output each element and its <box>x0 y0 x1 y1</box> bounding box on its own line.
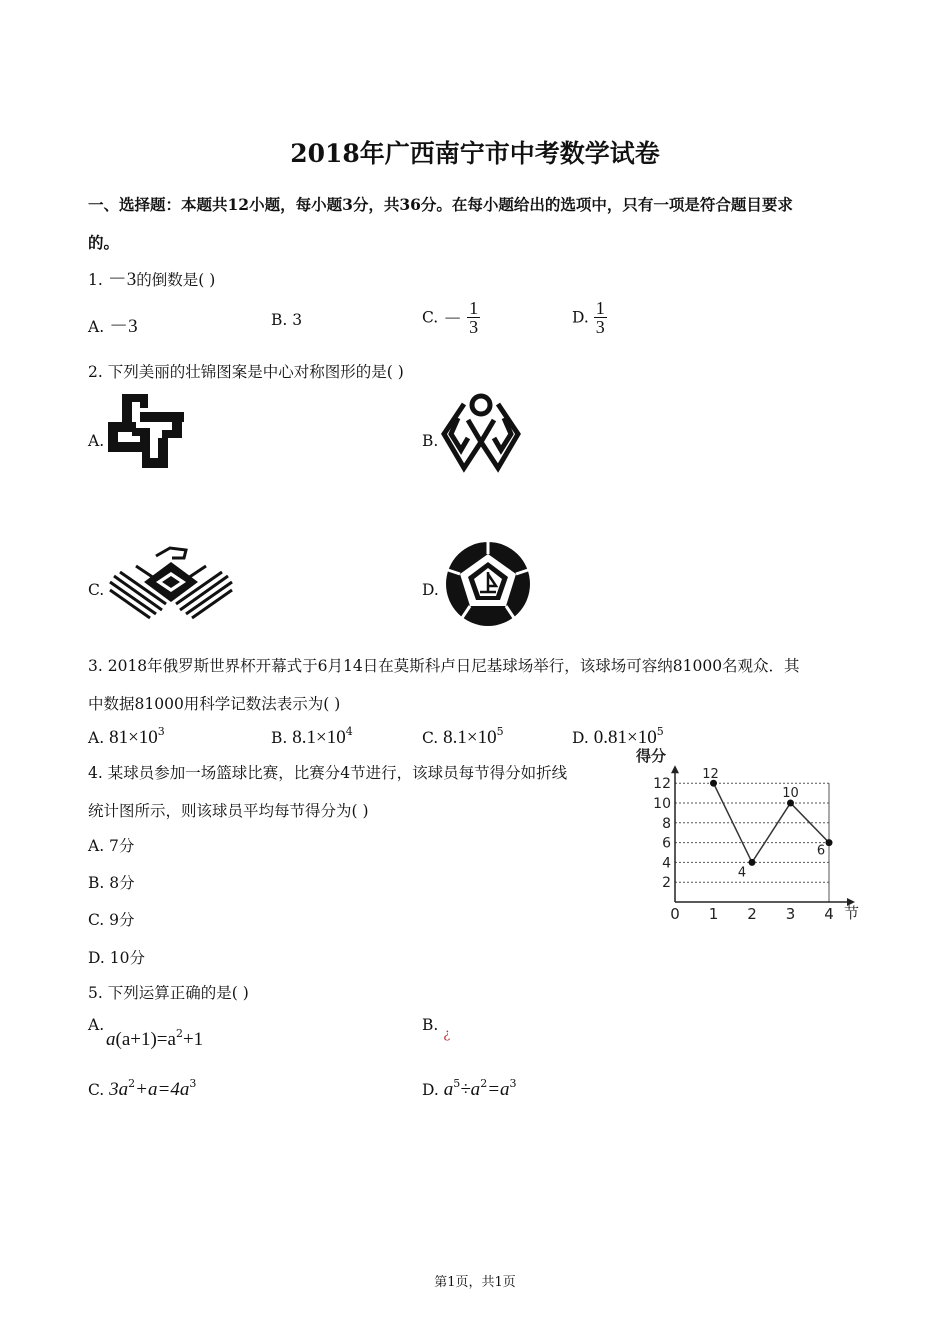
data-label: 12 <box>702 767 719 783</box>
option-label: A. <box>88 729 105 747</box>
swastika-pattern-icon <box>106 392 186 472</box>
q1-option-d <box>572 299 607 336</box>
q4-option-a: A. 7分 <box>88 837 135 855</box>
q2-option-c-label: C. <box>88 581 105 599</box>
y-tick-label: 6 <box>662 835 671 852</box>
x-tick-label: 1 <box>708 905 719 923</box>
q5-option-a-expr <box>106 1027 203 1051</box>
q3-option-b <box>271 725 353 749</box>
q1-option-c <box>422 299 480 336</box>
x-tick-label: 0 <box>670 905 680 923</box>
fraction: $\frac{1}{3}$ <box>595 298 605 337</box>
option-value: ¿ <box>443 1027 451 1042</box>
data-point <box>826 839 833 846</box>
q3-option-a <box>88 725 165 749</box>
x-tick-label: 3 <box>785 905 796 923</box>
exponent: 4 <box>345 725 353 738</box>
q3-option-c <box>422 725 504 749</box>
y-axis-arrow <box>671 765 679 773</box>
q1-text: 的倒数是( ) <box>136 271 216 289</box>
exponent: 2 <box>175 1027 183 1040</box>
y-tick-label: 8 <box>662 815 671 832</box>
q4-option-c: C. 9分 <box>88 911 135 929</box>
q4-option-d: D. 10分 <box>88 949 145 967</box>
q3-stem-line2: 中数据81000用科学记数法表示为( ) <box>88 695 341 713</box>
q5-stem: 5. 下列运算正确的是( ) <box>88 984 249 1002</box>
option-value: 81×10 <box>109 727 158 748</box>
option-label: B. <box>271 311 288 329</box>
x-axis-label: 节 <box>844 904 860 922</box>
exponent: 5 <box>496 725 504 738</box>
q1-number: 1. <box>88 271 103 289</box>
expr-part: =a <box>487 1079 510 1100</box>
option-label: C. <box>422 308 439 327</box>
exponent: 2 <box>128 1077 136 1090</box>
chart-ticks <box>653 776 834 923</box>
q2-option-a-label: A. <box>88 432 105 450</box>
diamond-figure-pattern-icon <box>440 390 522 474</box>
y-tick-label: 4 <box>662 855 671 872</box>
q3-stem-line1: 3. 2018年俄罗斯世界杯开幕式于6月14日在莫斯科卢日尼基球场举行，该球场可容纳81000名观众．其 <box>88 657 800 675</box>
line-chart <box>630 742 870 927</box>
y-axis-label: 得分 <box>636 747 667 765</box>
pentagon-ball-pattern-icon <box>444 540 532 628</box>
q1-option-b <box>271 311 302 329</box>
expr-part: a <box>106 1029 116 1050</box>
bird-weave-pattern-icon <box>106 540 236 624</box>
option-value: 3 <box>292 311 303 329</box>
q1-option-a <box>88 311 138 338</box>
option-label: C. <box>88 1081 105 1099</box>
y-tick-label: 10 <box>653 796 671 812</box>
option-label: D. <box>572 729 589 747</box>
page-footer: 第1页，共1页 <box>434 1275 516 1290</box>
section-heading-line1: 一、选择题：本题共12小题，每小题3分，共36分。在每小题给出的选项中，只有一项是符合题目要求 <box>88 195 793 214</box>
section-heading-line2: 的。 <box>88 233 120 252</box>
q5-option-b <box>422 1016 451 1042</box>
expr-part: +a=4a <box>135 1079 190 1100</box>
chart-axes <box>671 765 855 906</box>
option-label: D. <box>572 308 589 327</box>
x-tick-label: 4 <box>824 905 834 923</box>
expr-part: (a+1)=a <box>115 1029 176 1050</box>
option-value: 8.1×10 <box>292 727 346 748</box>
option-label: B. <box>422 1016 439 1034</box>
y-tick-label: 12 <box>653 776 671 793</box>
option-value: －3 <box>109 316 138 337</box>
option-value: 0.81×10 <box>593 727 657 748</box>
y-tick-label: 2 <box>662 875 671 892</box>
expr-part: +1 <box>182 1029 204 1050</box>
data-label: 10 <box>782 786 799 801</box>
q1-stem <box>88 264 215 291</box>
option-sign: － <box>443 309 463 330</box>
data-point <box>749 859 756 866</box>
q1-expr: －3 <box>107 269 137 290</box>
exponent: 3 <box>189 1077 197 1090</box>
exponent: 3 <box>509 1077 517 1090</box>
exponent: 5 <box>656 725 664 738</box>
q4-stem-line2: 统计图所示，则该球员平均每节得分为( ) <box>88 802 369 820</box>
chart-grid <box>675 783 829 902</box>
q5-option-d <box>422 1077 517 1101</box>
q5-option-c <box>88 1077 196 1101</box>
option-label: A. <box>88 318 105 336</box>
exponent: 3 <box>157 725 165 738</box>
option-label: B. <box>271 729 288 747</box>
q4-option-b: B. 8分 <box>88 874 135 892</box>
exponent: 2 <box>480 1077 488 1090</box>
chart-series <box>702 767 832 880</box>
q2-option-d-label: D. <box>422 581 439 599</box>
option-label: C. <box>422 729 439 747</box>
q5-option-a-label: A. <box>88 1016 105 1034</box>
data-label: 4 <box>737 865 747 881</box>
x-tick-label: 2 <box>747 905 757 923</box>
expr-part: ÷a <box>460 1079 481 1100</box>
exponent: 5 <box>453 1077 461 1090</box>
option-label: D. <box>422 1081 439 1099</box>
q2-stem: 2. 下列美丽的壮锦图案是中心对称图形的是( ) <box>88 363 404 381</box>
fraction: $\frac{1}{3}$ <box>469 298 479 337</box>
q4-stem-line1: 4. 某球员参加一场篮球比赛，比赛分4节进行，该球员每节得分如折线 <box>88 764 568 782</box>
expr-part: 3a <box>109 1079 129 1100</box>
expr-part: a <box>443 1079 454 1100</box>
data-label: 6 <box>816 843 826 859</box>
page-title: 2018年广西南宁市中考数学试卷 <box>290 139 660 168</box>
option-value: 8.1×10 <box>443 727 497 748</box>
q2-option-b-label: B. <box>422 432 439 450</box>
